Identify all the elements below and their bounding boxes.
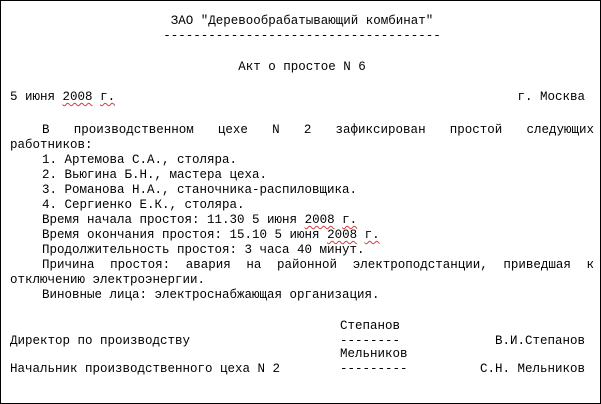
- header-underline: -------------------------------------: [163, 29, 441, 43]
- worker-item-2: 2. Вьюгина Б.Н., мастера цеха.: [42, 168, 268, 182]
- signature-row-2-handwritten: [10, 347, 594, 362]
- signer-position-shop-head: Начальник производственного цеха N 2: [10, 362, 281, 376]
- downtime-duration: Продолжительность простоя: 3 часа 40 минут.: [42, 243, 365, 257]
- signature-director: Степанов: [340, 319, 401, 333]
- signature-row-1-handwritten: [10, 319, 594, 334]
- signature-row-2: [10, 362, 594, 377]
- document-date: 5 июня 2008 г.: [10, 90, 116, 104]
- signer-name-director: В.И.Степанов: [494, 334, 585, 348]
- signer-name-shop-head: С.Н. Мельников: [479, 362, 585, 376]
- signature-line-shop-head: ---------: [340, 362, 408, 376]
- intro-paragraph-line2: работников:: [10, 138, 93, 152]
- signature-shop-head: Мельников: [340, 347, 408, 361]
- organization-name: ЗАО "Деревообрабатывающий комбинат": [170, 14, 434, 28]
- responsible-parties: Виновные лица: электроснабжающая организация.: [42, 288, 380, 302]
- downtime-reason-line1: Причина простоя: авария на районной электроподстанции, приведшая к: [42, 258, 594, 272]
- intro-paragraph-line1: В производственном цехе N 2 зафиксирован простой следующих: [42, 123, 594, 137]
- downtime-start: Время начала простоя: 11.30 5 июня 2008 г.: [42, 213, 358, 227]
- worker-item-1: 1. Артемова С.А., столяра.: [42, 153, 238, 167]
- date-place-line: [10, 90, 594, 105]
- downtime-reason-line2: отключению электроэнергии.: [10, 273, 206, 287]
- worker-item-3: 3. Романова Н.А., станочника-распиловщика.: [42, 183, 358, 197]
- downtime-end: Время окончания простоя: 15.10 5 июня 2008 г.: [42, 228, 380, 242]
- document-title: Акт о простое N 6: [238, 60, 366, 74]
- signer-position-director: Директор по производству: [10, 334, 191, 348]
- worker-item-4: 4. Сергиенко Е.К., столяра.: [42, 198, 245, 212]
- document-place: г. Москва: [517, 90, 585, 104]
- signature-line-director: --------: [340, 334, 401, 348]
